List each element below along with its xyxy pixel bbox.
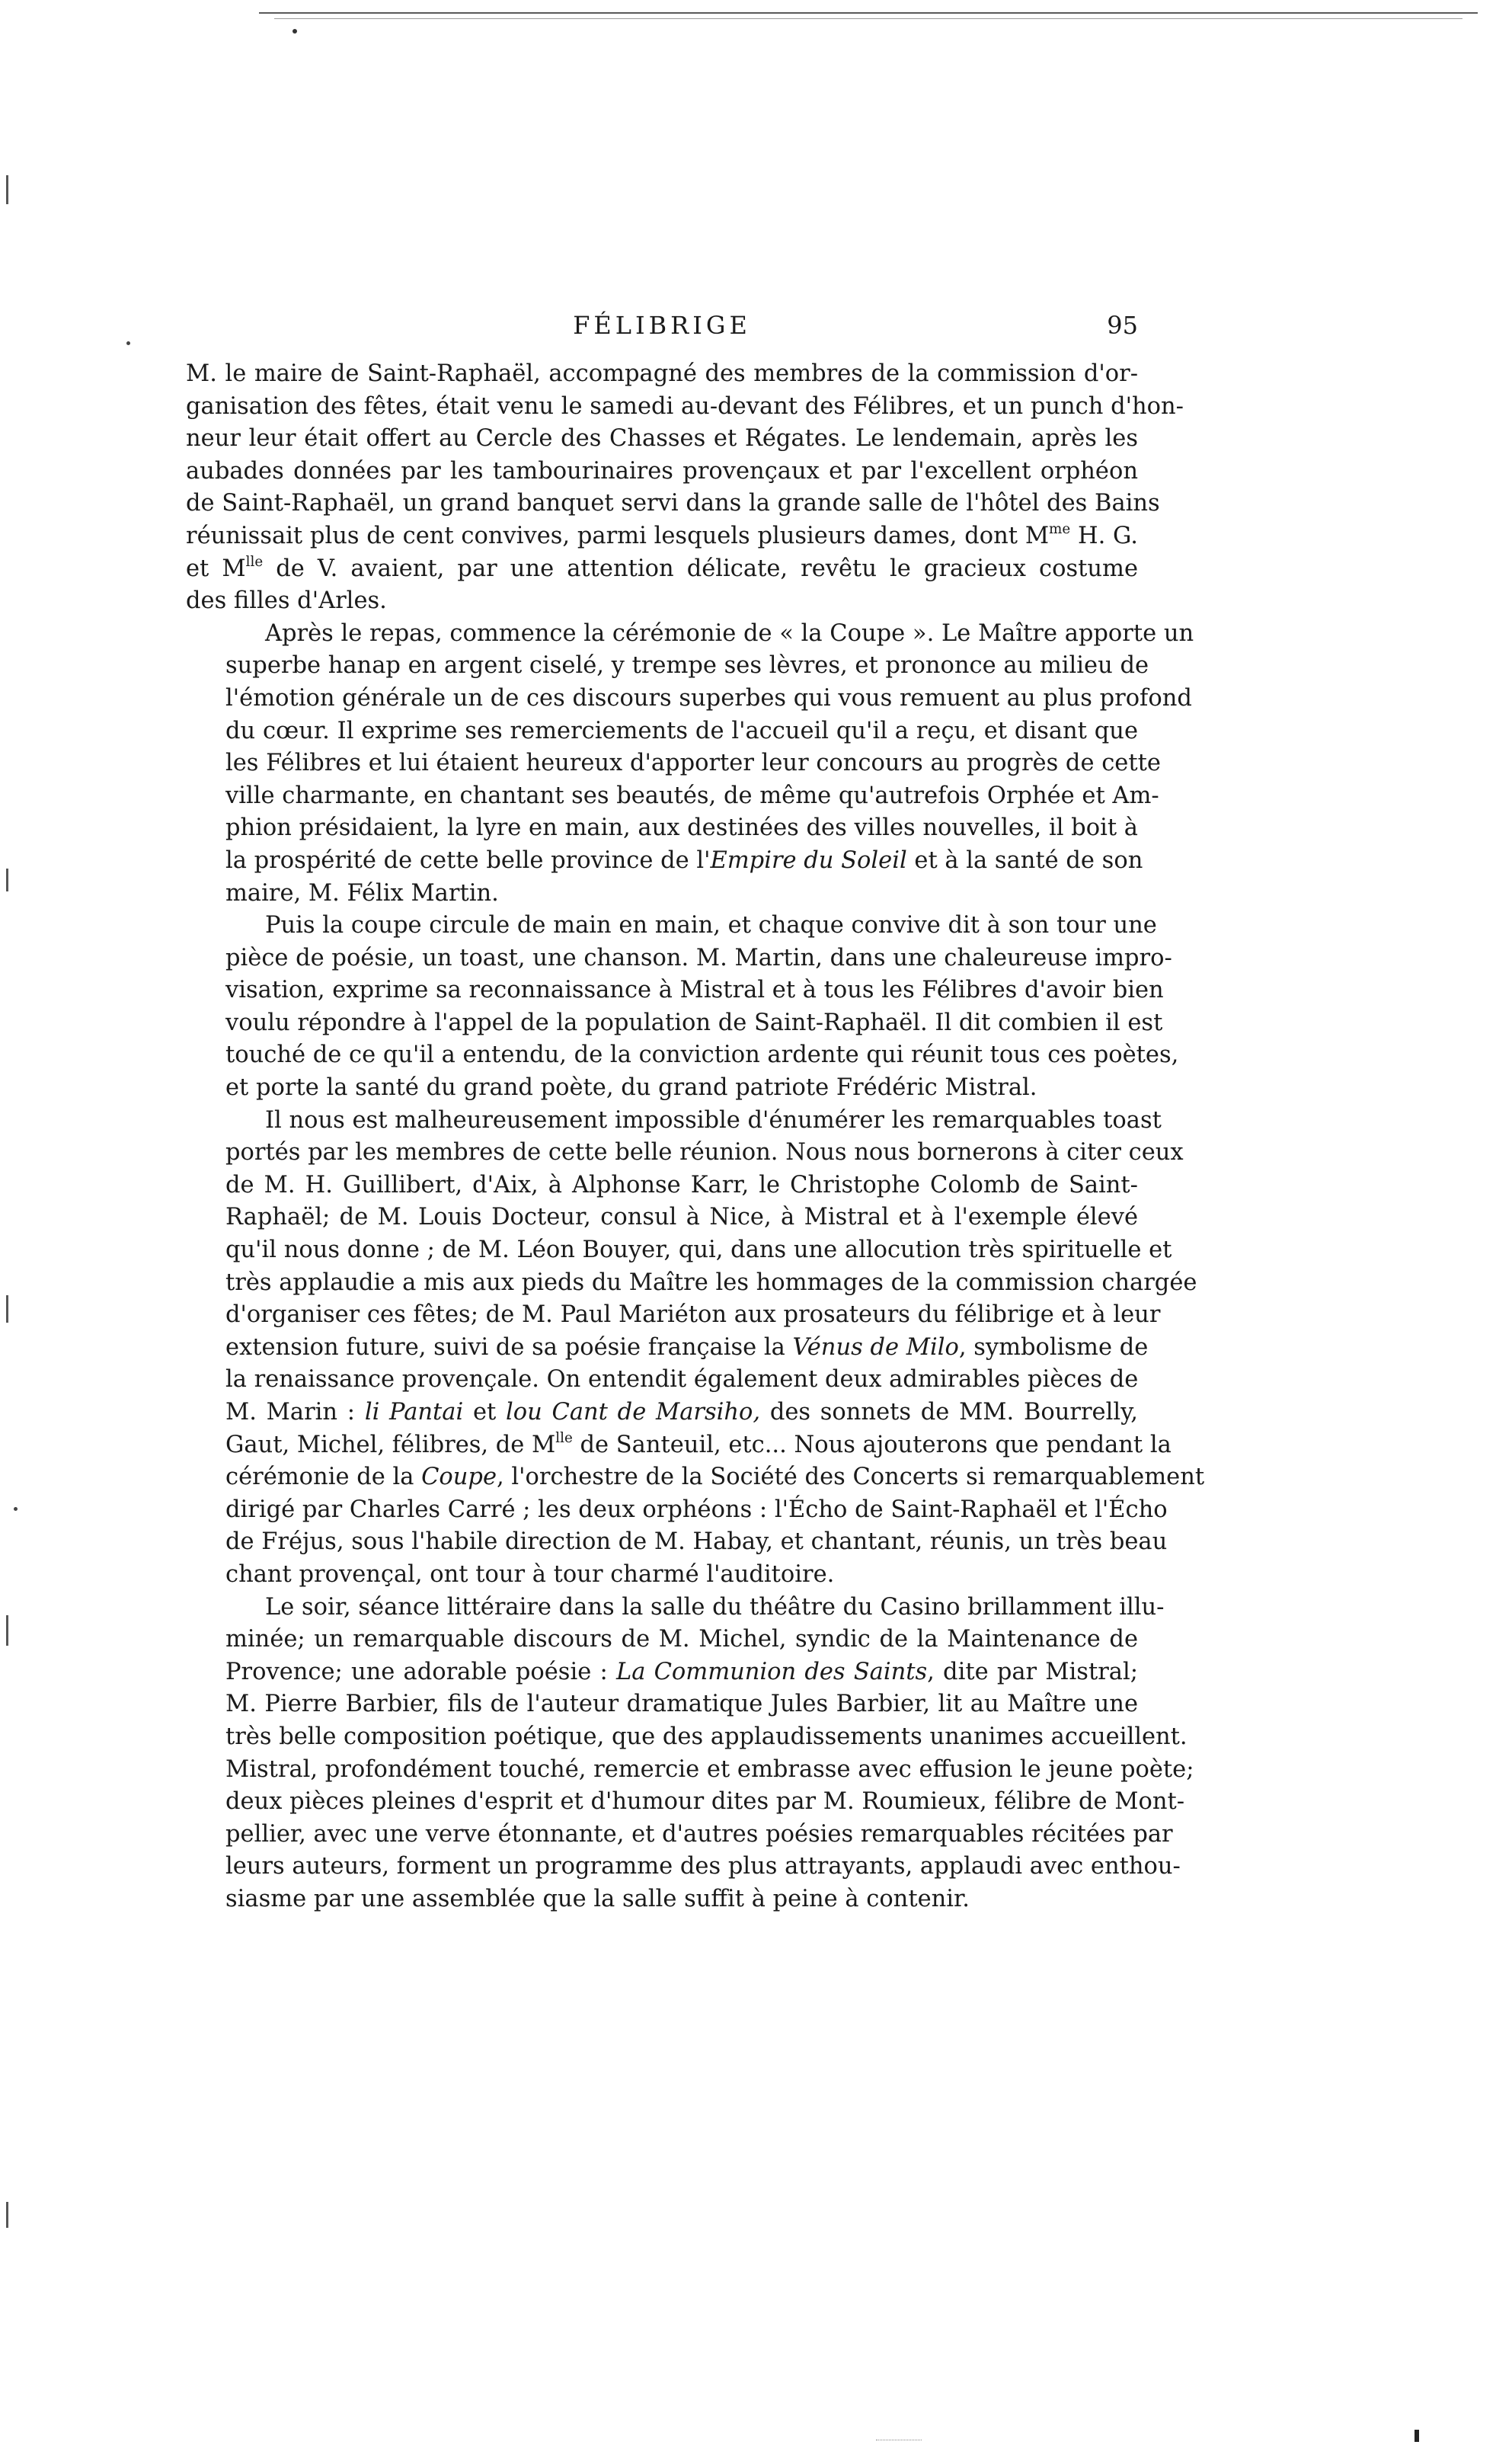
text-line: neur leur était offert au Cercle des Chasses et Régates. Le lendemain, après les [186, 425, 1138, 453]
text-line: pièce de poésie, un toast, une chanson. M. Martin, dans une chaleureuse impro- [225, 944, 1172, 971]
text-line: de M. H. Guillibert, d'Aix, à Alphonse Karr, le Christophe Colomb de Saint- [225, 1171, 1138, 1198]
text-line: ganisation des fêtes, était venu le samedi au-devant des Félibres, et un punch d'hon- [186, 392, 1184, 420]
text-line: portés par les membres de cette belle réunion. Nous nous bornerons à citer ceux [225, 1139, 1184, 1166]
scan-speck [1415, 2430, 1419, 2442]
text-line: leurs auteurs, forment un programme des plus attrayants, applaudi avec enthou- [225, 1853, 1181, 1880]
text-line: chant provençal, ont tour à tour charmé l'auditoire. [225, 1560, 835, 1588]
text-line: deux pièces pleines d'esprit et d'humour dites par M. Roumieux, félibre de Mont- [225, 1788, 1185, 1816]
margin-mark [6, 2202, 8, 2228]
body-text [186, 358, 1205, 1916]
text-line: phion présidaient, la lyre en main, aux destinées des villes nouvelles, il boit à [225, 814, 1138, 842]
text-line: Il nous est malheureusement impossible d'énumérer les remarquables toast [265, 1106, 1162, 1134]
text-line: du cœur. Il exprime ses remerciements de l'accueil qu'il a reçu, et disant que [225, 717, 1138, 744]
text-line: visation, exprime sa reconnaissance à Mistral et à tous les Félibres d'avoir bien [225, 977, 1164, 1004]
paragraph [186, 910, 1179, 1105]
text-line: voulu répondre à l'appel de la population de Saint-Raphaël. Il dit combien il est [225, 1009, 1163, 1036]
text-line: pellier, avec une verve étonnante, et d'autres poésies remarquables récitées par [225, 1820, 1173, 1848]
text-line: de Saint-Raphaël, un grand banquet servi dans la grande salle de l'hôtel des Bains [186, 490, 1160, 517]
text-line: M. Marin : li Pantai et lou Cant de Marsiho, des sonnets de MM. Bourrelly, [225, 1399, 1138, 1426]
text-line: la renaissance provençale. On entendit également deux admirables pièces de [225, 1366, 1139, 1394]
text-line: très belle composition poétique, que des applaudissements unanimes accueillent. [225, 1723, 1188, 1750]
text-line: Puis la coupe circule de main en main, et chaque convive dit à son tour une [265, 912, 1157, 939]
paragraph [186, 1592, 1194, 1916]
text-line: Raphaël; de M. Louis Docteur, consul à Nice, à Mistral et à l'exemple élevé [225, 1204, 1138, 1231]
text-line: l'émotion générale un de ces discours superbes qui vous remuent au plus profond [225, 684, 1192, 712]
paragraph [186, 358, 1184, 618]
text-line: des filles d'Arles. [186, 587, 387, 615]
page-number: 95 [1107, 311, 1138, 340]
text-line: Mistral, profondément touché, remercie et embrasse avec effusion le jeune poète; [225, 1755, 1194, 1783]
text-line: superbe hanap en argent ciselé, y trempe ses lèvres, et prononce au milieu de [225, 652, 1149, 680]
running-header [186, 311, 1138, 349]
text-line: et porte la santé du grand poète, du grand patriote Frédéric Mistral. [225, 1074, 1037, 1102]
text-line: réunissait plus de cent convives, parmi lesquels plusieurs dames, dont $M^{me}$ H. G. [186, 521, 1138, 549]
text-line: les Félibres et lui étaient heureux d'apporter leur concours au progrès de cette [225, 750, 1161, 777]
text-line: cérémonie de la Coupe, l'orchestre de la Société des Concerts si remarquablement [225, 1464, 1205, 1491]
text-line: d'organiser ces fêtes; de M. Paul Mariéton aux prosateurs du félibrige et à leur [225, 1301, 1161, 1329]
header-title: FÉLIBRIGE [573, 311, 751, 340]
text-line: minée; un remarquable discours de M. Michel, syndic de la Maintenance de [225, 1626, 1138, 1653]
margin-mark [6, 1615, 8, 1646]
text-line: ville charmante, en chantant ses beautés, de même qu'autrefois Orphée et Am- [225, 782, 1159, 809]
text-line: Le soir, séance littéraire dans la salle du théâtre du Casino brillamment illu- [265, 1593, 1165, 1621]
margin-mark [6, 869, 8, 891]
text-line: M. le maire de Saint-Raphaël, accompagné des membres de la commission d'or- [186, 360, 1138, 387]
text-line: et $M^{lle}$ de V. avaient, par une attention délicate, revêtu le gracieux costume [186, 553, 1138, 582]
text-line: très applaudie a mis aux pieds du Maître les hommages de la commission chargée [225, 1269, 1197, 1296]
margin-mark [6, 175, 8, 204]
text-line: maire, M. Félix Martin. [225, 879, 499, 907]
text-line: Gaut, Michel, félibres, de $M^{lle}$ de Santeuil, etc... Nous ajouterons que pendant la [225, 1429, 1172, 1458]
text-line: de Fréjus, sous l'habile direction de M. Habay, et chantant, réunis, un très beau [225, 1528, 1168, 1556]
text-line: M. Pierre Barbier, fils de l'auteur dramatique Jules Barbier, lit au Maître une [225, 1691, 1138, 1718]
scan-edge-rule [259, 12, 1478, 14]
text-line: aubades données par les tambourinaires provençaux et par l'excellent orphéon [186, 457, 1138, 485]
scan-edge-rule-secondary [274, 18, 1462, 19]
scan-speck [126, 341, 130, 345]
scan-speck [14, 1507, 18, 1511]
scan-speck [292, 29, 297, 34]
margin-mark [6, 1295, 8, 1323]
text-line: siasme par une assemblée que la salle suffit à peine à contenir. [225, 1885, 970, 1912]
paragraph [186, 618, 1194, 910]
text-line: Provence; une adorable poésie : La Communion des Saints, dite par Mistral; [225, 1658, 1138, 1685]
text-line: dirigé par Charles Carré ; les deux orphéons : l'Écho de Saint-Raphaël et l'Écho [225, 1496, 1168, 1523]
paragraph [186, 1105, 1205, 1592]
text-line: qu'il nous donne ; de M. Léon Bouyer, qui, dans une allocution très spirituelle et [225, 1237, 1172, 1264]
text-line: touché de ce qu'il a entendu, de la conviction ardente qui réunit tous ces poètes, [225, 1042, 1179, 1069]
text-line: Après le repas, commence la cérémonie de « la Coupe ». Le Maître apporte un [265, 619, 1194, 647]
text-line: la prospérité de cette belle province de l'Empire du Soleil et à la santé de son [225, 846, 1143, 874]
text-line: extension future, suivi de sa poésie française la Vénus de Milo, symbolisme de [225, 1333, 1149, 1361]
